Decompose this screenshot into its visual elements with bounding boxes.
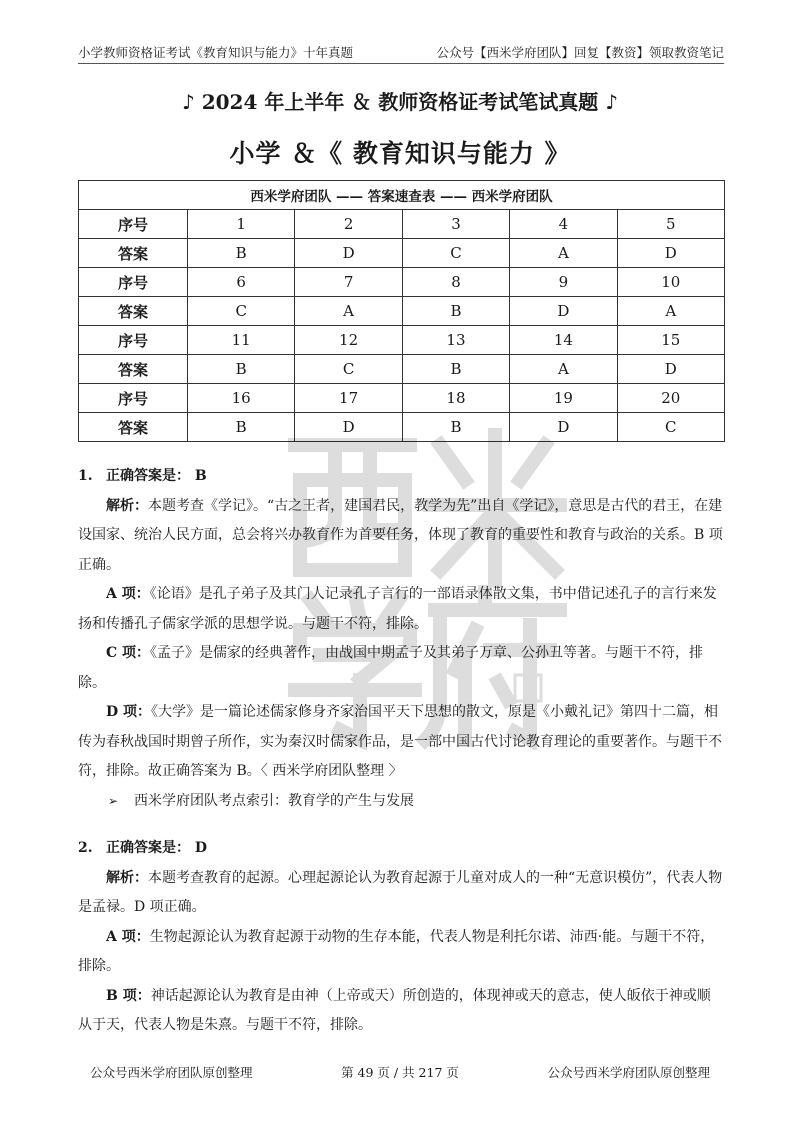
table-cell: D xyxy=(295,239,402,268)
answer-table-row xyxy=(79,355,725,384)
arrow-bullet-icon: ➢ xyxy=(108,793,119,808)
table-cell: 6 xyxy=(188,268,295,297)
row-label: 序号 xyxy=(79,326,188,355)
question-2-header: 2. 正确答案是： D xyxy=(78,840,208,856)
table-cell: 15 xyxy=(617,326,724,355)
question-1-header: 1. 正确答案是： B xyxy=(78,468,207,484)
answer-table-row xyxy=(79,326,725,355)
question-1-option-c: C 项：《孟子》是儒家的经典著作，由战国中期孟子及其弟子万章、公孙丑等著。与题干不符，排除。 xyxy=(78,645,704,691)
answer-explanations xyxy=(78,462,724,1041)
table-cell: C xyxy=(617,413,724,442)
answer-table-caption: 西米学府团队 —— 答案速查表 —— 西米学府团队 xyxy=(79,181,725,210)
footer-right-text: 公众号西米学府团队原创整理 xyxy=(547,1065,710,1080)
answer-table-row xyxy=(79,239,725,268)
question-2-analysis: 解析：本题考查教育的起源。心理起源论认为教育起源于儿童对成人的一种“无意识模仿”，代表人物是孟禄。D 项正确。 xyxy=(78,869,723,915)
table-cell: D xyxy=(510,413,617,442)
footer-left-text: 公众号西米学府团队原创整理 xyxy=(90,1065,253,1080)
table-cell: D xyxy=(510,297,617,326)
answer-table-row xyxy=(79,384,725,413)
row-label: 答案 xyxy=(79,297,188,326)
table-cell: 4 xyxy=(510,210,617,239)
table-cell: D xyxy=(617,239,724,268)
question-1-topic-index: ➢ 西米学府团队考点索引：教育学的产生与发展 xyxy=(78,787,724,817)
question-2-option-a: A 项：生物起源论认为教育起源于动物的生存本能，代表人物是利托尔诺、沛西·能。与题干不符，排除。 xyxy=(78,928,715,974)
table-cell: 16 xyxy=(188,384,295,413)
question-1-analysis: 解析：本题考查《学记》。“古之王者，建国君民，教学为先”出自《学记》，意思是古代的君王，在建设国家、统治人民方面，总会将兴办教育作为首要任务，体现了教育的重要性和教育与政治的关系。B 项正确。 xyxy=(78,497,723,573)
table-cell: D xyxy=(295,413,402,442)
page-number: 第 49 页 / 共 217 页 xyxy=(341,1065,459,1080)
question-2-answer: 正确答案是： D xyxy=(106,840,208,856)
table-cell: A xyxy=(295,297,402,326)
table-cell: 10 xyxy=(617,268,724,297)
row-label: 答案 xyxy=(79,355,188,384)
table-cell: C xyxy=(402,239,509,268)
table-cell: 1 xyxy=(188,210,295,239)
table-cell: D xyxy=(617,355,724,384)
table-cell: B xyxy=(402,413,509,442)
row-label: 答案 xyxy=(79,413,188,442)
table-cell: 18 xyxy=(402,384,509,413)
table-cell: B xyxy=(188,239,295,268)
table-cell: A xyxy=(510,239,617,268)
answer-table-row xyxy=(79,297,725,326)
question-1-option-d: D 项：《大学》是一篇论述儒家修身齐家治国平天下思想的散文，原是《小戴礼记》第四十二篇，相传为春秋战国时期曾子所作，实为秦汉时儒家作品，是一部中国古代讨论教育理论的重要著作。与题干不符，排除。故正确答案为 B。〈 西米学府团队整理 〉 xyxy=(78,704,722,779)
answer-table xyxy=(78,180,725,442)
table-cell: B xyxy=(402,297,509,326)
header-right-text: 公众号【西米学府团队】回复【教资】领取教资笔记 xyxy=(436,45,724,60)
table-cell: 7 xyxy=(295,268,402,297)
table-cell: 12 xyxy=(295,326,402,355)
page-footer xyxy=(90,1063,710,1081)
row-label: 答案 xyxy=(79,239,188,268)
table-cell: B xyxy=(402,355,509,384)
row-label: 序号 xyxy=(79,384,188,413)
table-cell: A xyxy=(510,355,617,384)
table-cell: 20 xyxy=(617,384,724,413)
question-1-option-a: A 项：《论语》是孔子弟子及其门人记录孔子言行的一部语录体散文集，书中借记述孔子的言行来发扬和传播孔子儒家学派的思想学说。与题干不符，排除。 xyxy=(78,586,717,632)
table-cell: B xyxy=(188,355,295,384)
header-left-text: 小学教师资格证考试《教育知识与能力》十年真题 xyxy=(78,45,354,60)
question-1-answer: 正确答案是： B xyxy=(106,468,207,484)
table-cell: 5 xyxy=(617,210,724,239)
table-cell: 13 xyxy=(402,326,509,355)
subject-title: 小学 ＆《 教育知识与能力 》 xyxy=(229,139,571,168)
table-cell: C xyxy=(188,297,295,326)
table-cell: 11 xyxy=(188,326,295,355)
table-cell: A xyxy=(617,297,724,326)
table-cell: 8 xyxy=(402,268,509,297)
table-cell: 14 xyxy=(510,326,617,355)
answer-table-row xyxy=(79,210,725,239)
exam-title: ♪ 2024 年上半年 ＆ 教师资格证考试笔试真题 ♪ xyxy=(181,90,618,114)
answer-table-row xyxy=(79,268,725,297)
table-cell: 9 xyxy=(510,268,617,297)
answer-table-caption-row xyxy=(79,181,725,210)
table-cell: 19 xyxy=(510,384,617,413)
table-cell: 17 xyxy=(295,384,402,413)
table-cell: 2 xyxy=(295,210,402,239)
question-2-option-b: B 项：神话起源论认为教育是由神（上帝或天）所创造的，体现神或天的意志，使人皈依于神或顺从于天，代表人物是朱熹。与题干不符，排除。 xyxy=(78,987,711,1033)
page-header xyxy=(78,40,724,64)
row-label: 序号 xyxy=(79,268,188,297)
table-cell: C xyxy=(295,355,402,384)
answer-table-row xyxy=(79,413,725,442)
table-cell: B xyxy=(188,413,295,442)
table-cell: 3 xyxy=(402,210,509,239)
row-label: 序号 xyxy=(79,210,188,239)
